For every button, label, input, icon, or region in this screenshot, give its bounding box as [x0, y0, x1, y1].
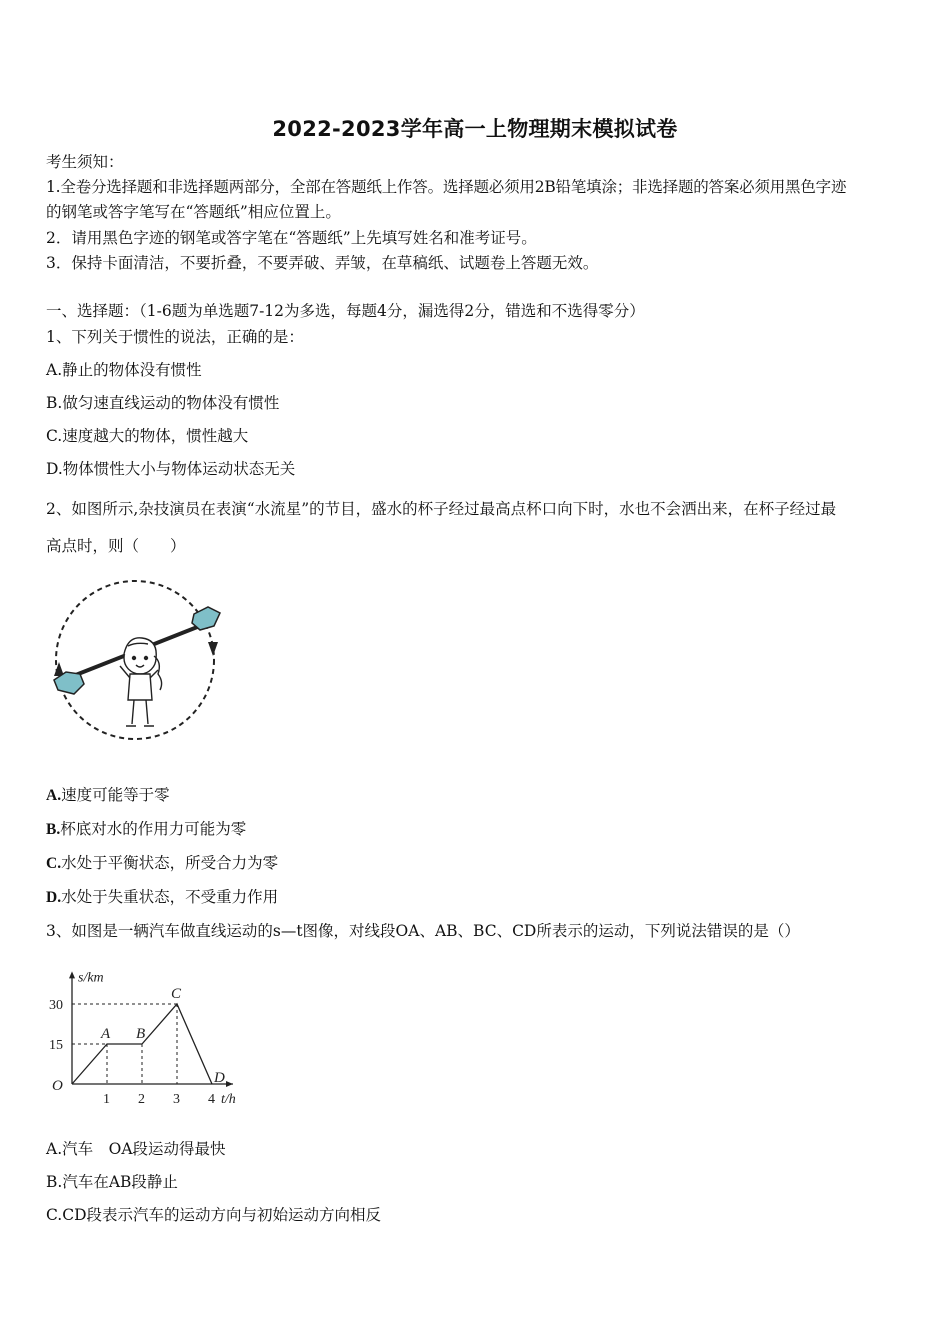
notice-heading: 考生须知：	[46, 153, 124, 171]
y-axis-arrow-icon	[69, 971, 75, 978]
q1-stem: 1、下列关于惯性的说法，正确的是：	[46, 328, 304, 346]
q2-option-c-text: 水处于平衡状态，所受合力为零	[61, 854, 279, 872]
q2-stem-line-2: 高点时，则（ ）	[46, 537, 186, 555]
q2-option-d-letter: D.	[46, 889, 62, 906]
x-axis-label: t/h	[221, 1092, 236, 1107]
section-heading: 一、选择题：（1-6题为单选题7-12为多选，每题4分，漏选得2分，错选和不选得零分）	[46, 302, 645, 320]
x-tick-label: 4	[208, 1092, 215, 1107]
q3-option-a: A.汽车 OA段运动得最快	[46, 1140, 226, 1158]
q2-option-d	[46, 887, 278, 908]
x-axis-arrow-icon	[226, 1081, 233, 1087]
q2-stem-line-1: 2、如图所示,杂技演员在表演“水流星”的节目，盛水的杯子经过最高点杯口向下时，水也不会洒出来，在杯子经过最	[46, 500, 837, 518]
notice-item-2: 2．请用黑色字迹的钢笔或答字笔在“答题纸”上先填写姓名和准考证号。	[46, 229, 537, 247]
origin-label: O	[52, 1078, 63, 1094]
notice-item-1-line-1: 1.全卷分选择题和非选择题两部分，全部在答题纸上作答。选择题必须用2B铅笔填涂；非选择题的答案必须用黑色字迹	[46, 178, 847, 196]
q2-option-a	[46, 785, 170, 806]
q3-stem: 3、如图是一辆汽车做直线运动的s—t图像，对线段OA、AB、BC、CD所表示的运动，下列说法错误的是（）	[46, 922, 800, 940]
point-label-c: C	[171, 986, 182, 1002]
y-tick-label: 30	[49, 998, 63, 1013]
point-label-a: A	[101, 1026, 111, 1042]
page-title: 2022-2023学年高一上物理期末模拟试卷	[272, 117, 678, 141]
q1-option-b: B.做匀速直线运动的物体没有惯性	[46, 394, 280, 412]
point-label-b: B	[136, 1026, 146, 1042]
q1-option-c: C.速度越大的物体，惯性越大	[46, 427, 249, 445]
notice-item-1-line-2: 的钢笔或答字笔写在“答题纸”相应位置上。	[46, 203, 341, 221]
q2-option-b	[46, 819, 246, 840]
notice-item-3: 3．保持卡面清洁，不要折叠，不要弄破、弄皱，在草稿纸、试题卷上答题无效。	[46, 254, 599, 272]
q2-option-d-text: 水处于失重状态，不受重力作用	[61, 888, 279, 906]
q3-option-b: B.汽车在AB段静止	[46, 1173, 178, 1191]
q2-option-b-text: 杯底对水的作用力可能为零	[60, 820, 247, 838]
y-axis-label: s/km	[78, 970, 104, 986]
q1-option-a: A.静止的物体没有惯性	[46, 361, 202, 379]
y-tick-label: 15	[49, 1038, 63, 1053]
st-graph	[40, 950, 280, 1112]
point-label-d: D	[214, 1070, 225, 1086]
q2-option-a-letter: A.	[46, 787, 62, 804]
q2-option-c	[46, 853, 278, 874]
q3-option-c: C.CD段表示汽车的运动方向与初始运动方向相反	[46, 1206, 382, 1224]
x-tick-label: 1	[103, 1092, 110, 1107]
water-meteor-figure	[44, 578, 234, 748]
q2-option-a-text: 速度可能等于零	[61, 786, 170, 804]
arrow-down-icon	[208, 642, 218, 656]
q2-option-c-letter: C.	[46, 855, 62, 872]
x-tick-label: 3	[173, 1092, 180, 1107]
q1-option-d: D.物体惯性大小与物体运动状态无关	[46, 460, 296, 478]
x-tick-label: 2	[138, 1092, 145, 1107]
performer-girl-icon	[120, 638, 162, 726]
q2-option-b-letter: B.	[46, 821, 61, 838]
